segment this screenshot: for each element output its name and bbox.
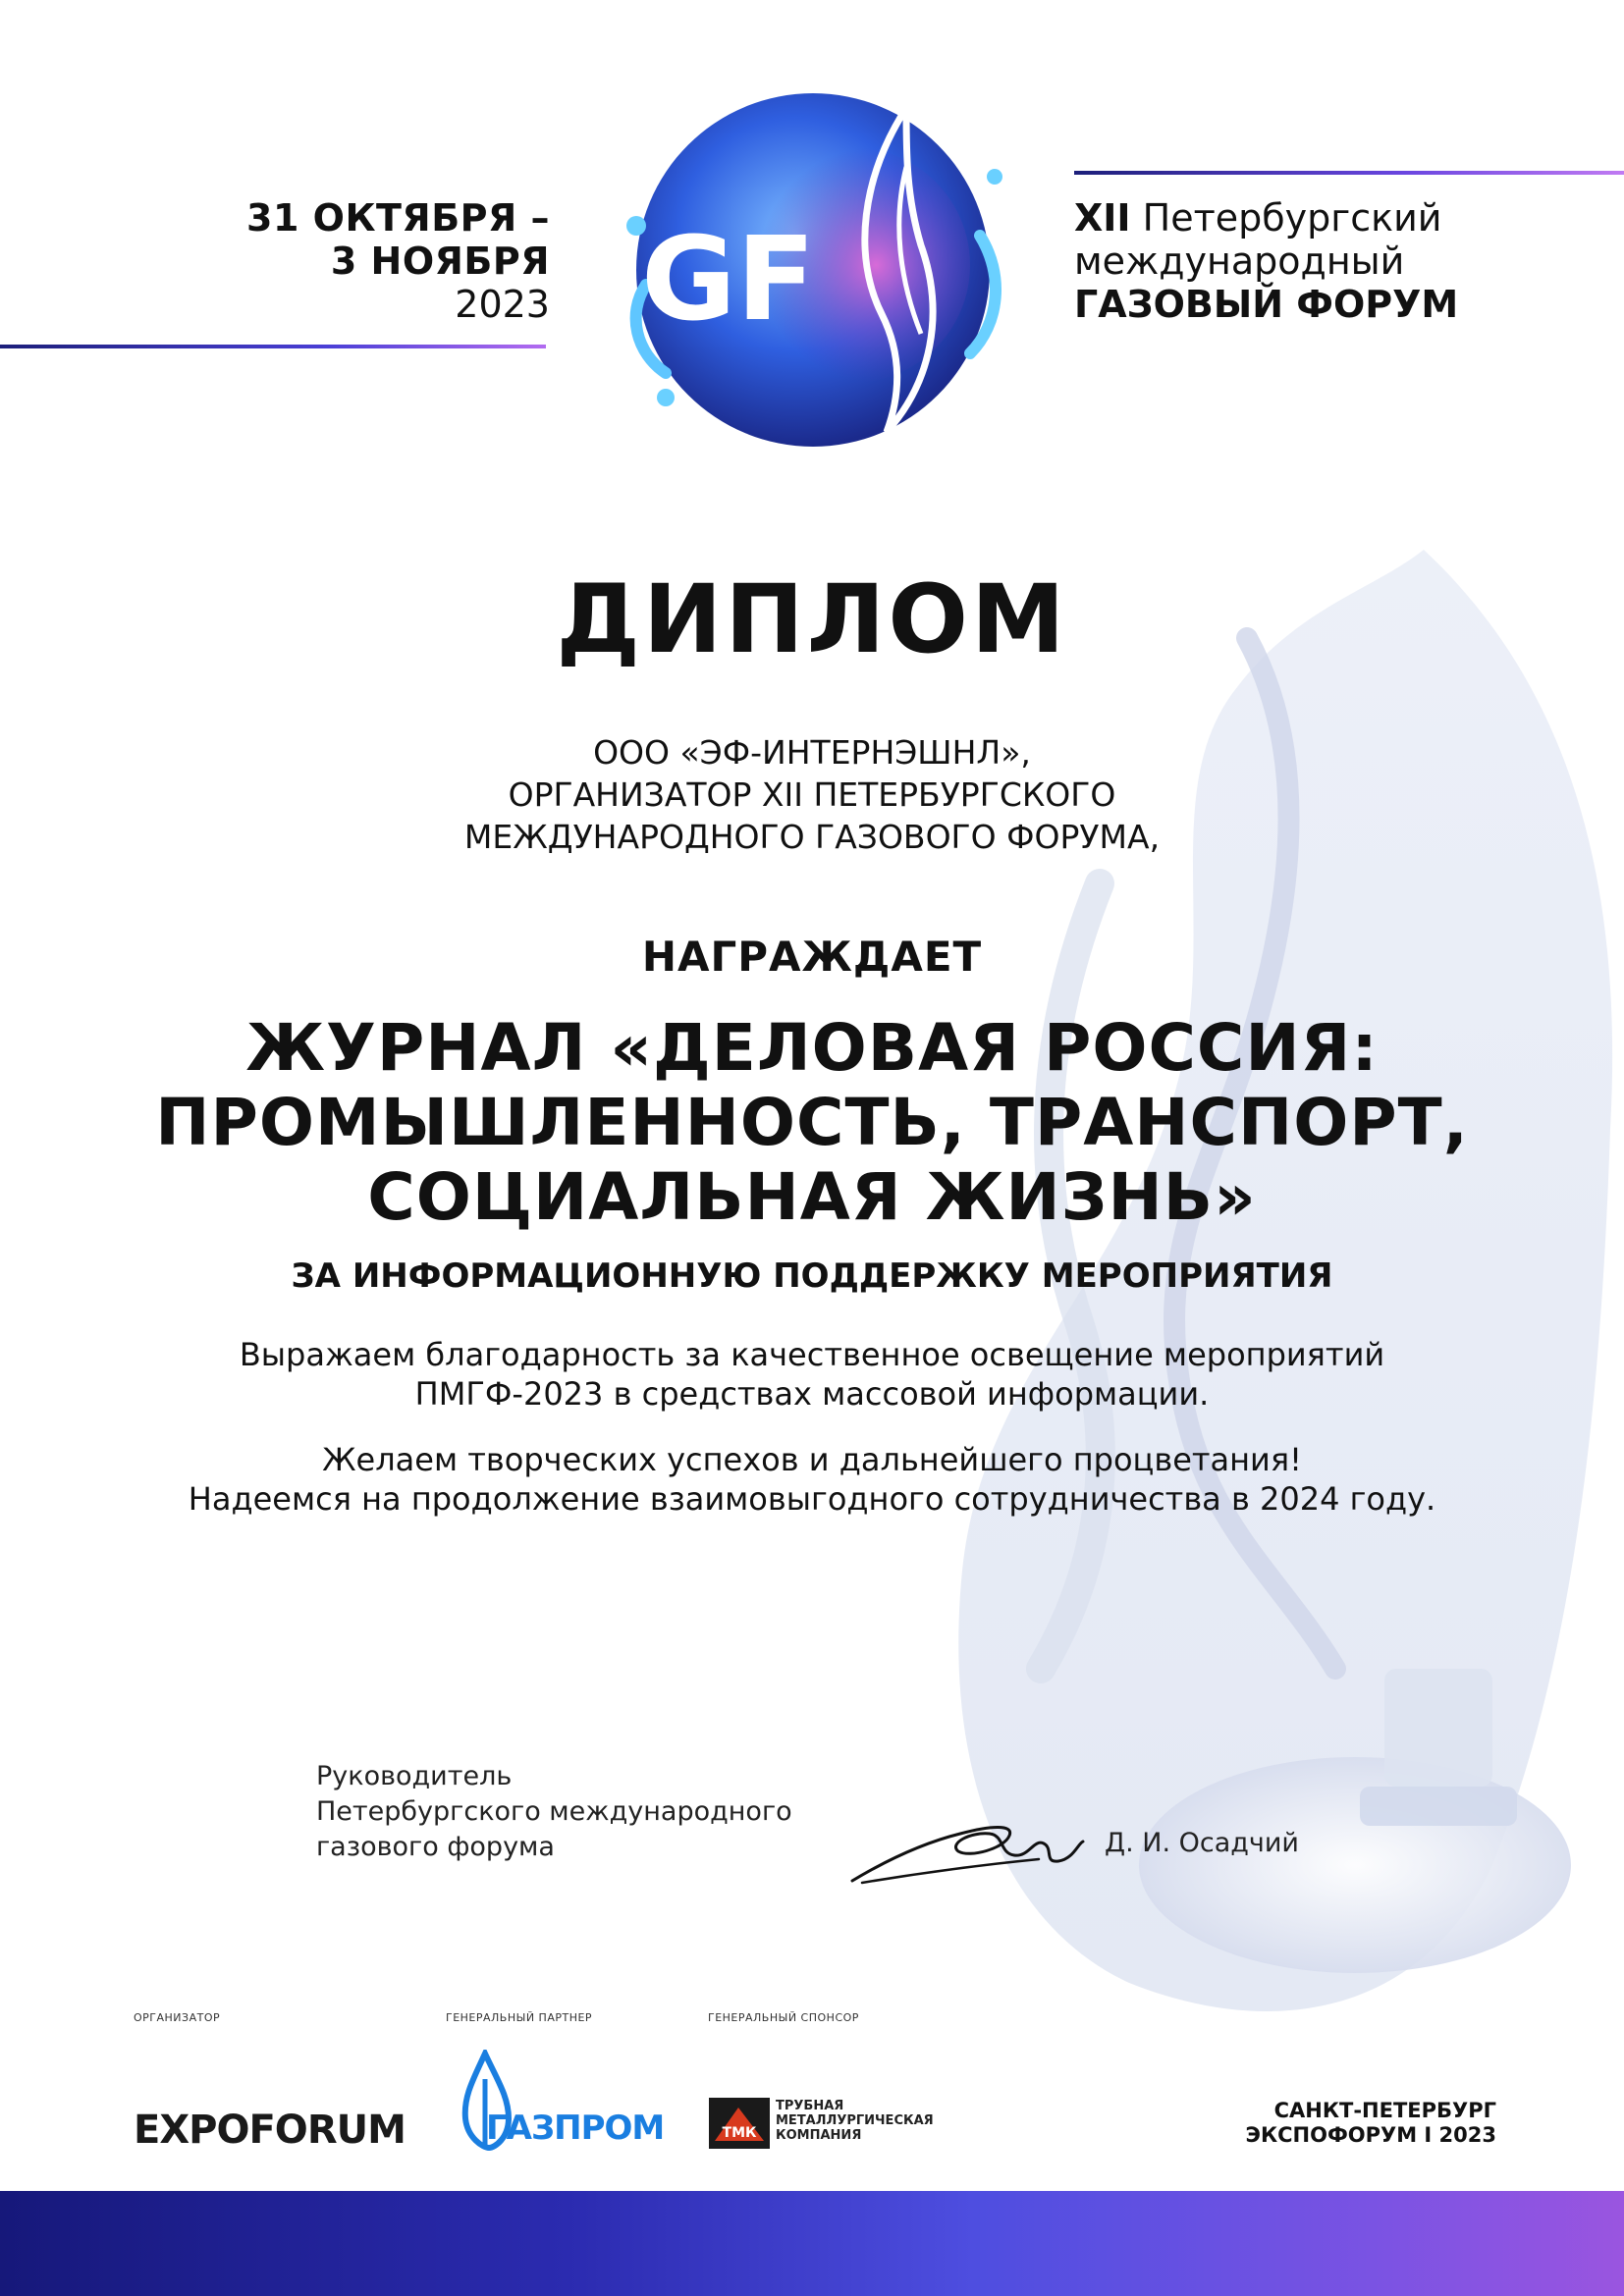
handwritten-signature xyxy=(842,1804,1098,1893)
tmk-logo-line: МЕТАЛЛУРГИЧЕСКАЯ xyxy=(776,2113,934,2128)
organizer-statement xyxy=(0,731,1624,858)
thanks-line: Выражаем благодарность за качественное освещение мероприятий xyxy=(239,1336,1385,1373)
tmk-logo-line: КОМПАНИЯ xyxy=(776,2128,862,2143)
organizer-label: ОРГАНИЗАТОР xyxy=(134,2011,221,2024)
signatory-role xyxy=(316,1759,792,1865)
forum-title xyxy=(1074,196,1458,326)
thanks-paragraph xyxy=(0,1335,1624,1414)
gas-forum-logo xyxy=(607,59,1019,471)
venue-name-year: ЭКСПОФОРУМ І 2023 xyxy=(1245,2123,1496,2147)
event-venue xyxy=(1246,2099,1496,2148)
recipient-line: СОЦИАЛЬНАЯ ЖИЗНЬ» xyxy=(367,1159,1257,1235)
gazprom-logo-text: ГАЗПРОМ xyxy=(486,2109,665,2148)
recipient-line: ПРОМЫШЛЕННОСТЬ, ТРАНСПОРТ, xyxy=(155,1085,1469,1160)
event-dates xyxy=(246,196,550,326)
organizer-line: ОРГАНИЗАТОР XII ПЕТЕРБУРГСКОГО xyxy=(508,775,1116,814)
forum-edition: XII xyxy=(1074,196,1131,240)
diploma-title: ДИПЛОМ xyxy=(556,564,1068,674)
tmk-logo-line: ТРУБНАЯ xyxy=(776,2099,844,2113)
thanks-line: ПМГФ-2023 в средствах массовой информации. xyxy=(414,1375,1210,1413)
wishes-line: Желаем творческих успехов и дальнейшего процветания! xyxy=(322,1441,1302,1478)
organizer-line: МЕЖДУНАРОДНОГО ГАЗОВОГО ФОРУМА, xyxy=(463,818,1161,856)
signatory-role-line: Петербургского международного xyxy=(316,1796,792,1827)
signatory-role-line: Руководитель xyxy=(316,1761,513,1791)
signatory-name: Д. И. Осадчий xyxy=(1105,1828,1299,1858)
wishes-line: Надеемся на продолжение взаимовыгодного сотрудничества в 2024 году. xyxy=(188,1480,1436,1518)
date-year: 2023 xyxy=(455,283,550,326)
date-end: 3 НОЯБРЯ xyxy=(330,240,550,283)
tmk-logo-text xyxy=(776,2099,934,2143)
expoforum-logo: EXPOFORUM xyxy=(134,2108,406,2153)
forum-international: международный xyxy=(1074,240,1405,283)
recipient-name xyxy=(0,1011,1624,1235)
header-accent-line-left xyxy=(0,345,546,348)
header-accent-line-right xyxy=(1074,171,1624,175)
logo-gf-text: GF xyxy=(641,211,816,347)
venue-city: САНКТ-ПЕТЕРБУРГ xyxy=(1273,2099,1496,2122)
tmk-emblem-icon xyxy=(709,2098,770,2149)
general-sponsor-label: ГЕНЕРАЛЬНЫЙ СПОНСОР xyxy=(708,2011,859,2024)
date-start: 31 ОКТЯБРЯ – xyxy=(246,196,550,240)
awards-heading: НАГРАЖДАЕТ xyxy=(641,933,983,981)
recipient-line: ЖУРНАЛ «ДЕЛОВАЯ РОССИЯ: xyxy=(245,1010,1379,1086)
forum-city: Петербургский xyxy=(1130,196,1442,240)
signatory-role-line: газового форума xyxy=(316,1832,555,1862)
general-partner-label: ГЕНЕРАЛЬНЫЙ ПАРТНЕР xyxy=(446,2011,593,2024)
tmk-emblem-text: ТМК xyxy=(722,2125,757,2141)
forum-name: ГАЗОВЫЙ ФОРУМ xyxy=(1074,283,1459,326)
organizer-line: ООО «ЭФ-ИНТЕРНЭШНЛ», xyxy=(593,733,1031,772)
wishes-paragraph xyxy=(0,1440,1624,1519)
footer-gradient-bar xyxy=(0,2191,1624,2296)
award-reason: ЗА ИНФОРМАЦИОННУЮ ПОДДЕРЖКУ МЕРОПРИЯТИЯ xyxy=(291,1256,1333,1296)
